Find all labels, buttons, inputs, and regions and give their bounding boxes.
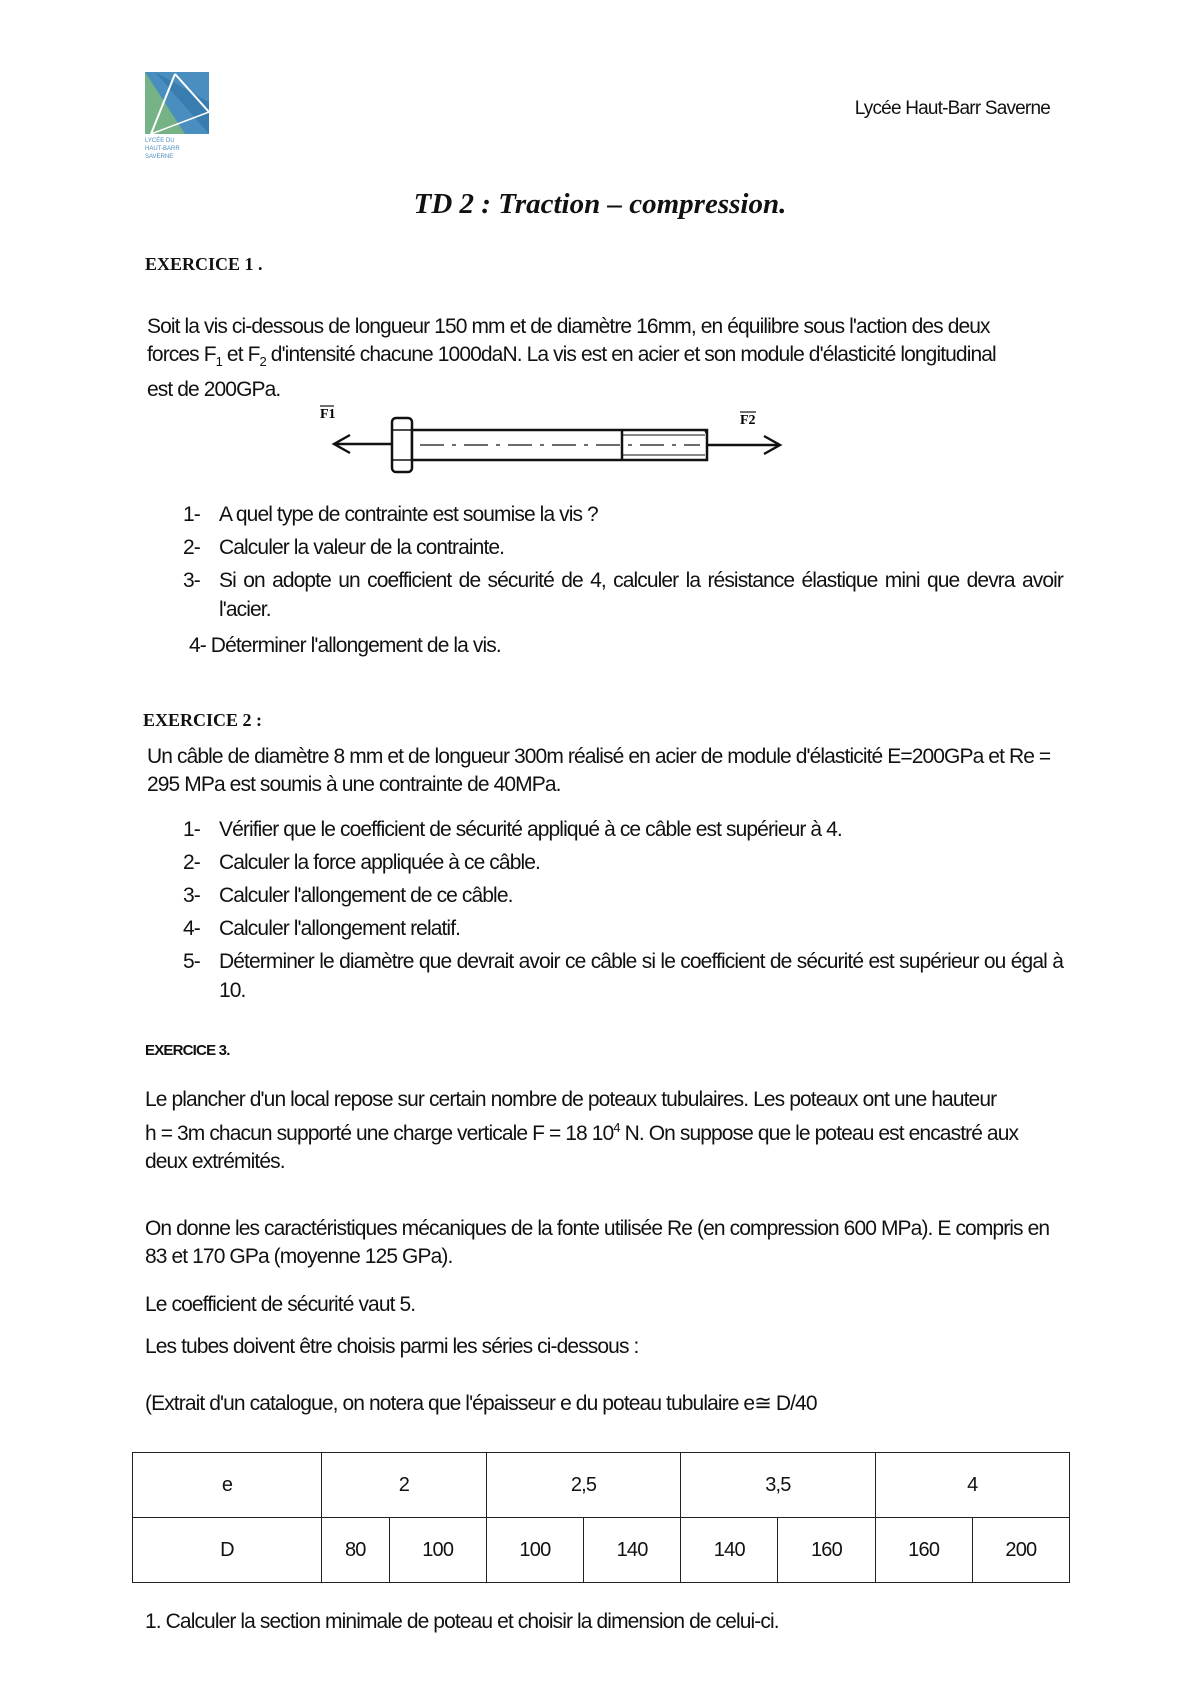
ex2-question bbox=[183, 881, 1063, 910]
ex1-text-forces: forces F bbox=[147, 343, 216, 366]
force-f2-label: F2 bbox=[740, 413, 756, 428]
table-cell-d: 140 bbox=[584, 1518, 681, 1583]
subscript-2: 2 bbox=[259, 354, 266, 370]
ex1-text-intensity: d'intensité chacune 1000daN. La vis est en acier et son module d'élasticité longitudinal bbox=[265, 343, 996, 366]
ex2-question bbox=[183, 914, 1063, 943]
ex1-statement-line-1: Soit la vis ci-dessous de longueur 150 mm et de diamètre 16mm, en équilibre sous l'action des deux bbox=[147, 315, 990, 338]
question-text: Calculer l'allongement relatif. bbox=[219, 917, 461, 940]
ex1-statement-line-2 bbox=[147, 341, 1067, 376]
exponent: 4 bbox=[613, 1120, 620, 1135]
question-text: Vérifier que le coefficient de sécurité appliqué à ce câble est supérieur à 4. bbox=[219, 818, 842, 841]
ex3-p1-line-1: Le plancher d'un local repose sur certain nombre de poteaux tubulaires. Les poteaux ont une hauteur bbox=[145, 1088, 997, 1111]
screw-figure bbox=[320, 400, 800, 485]
exercise-3-paragraph-1 bbox=[145, 1086, 1065, 1176]
table-cell-d: 100 bbox=[389, 1518, 486, 1583]
question-number: 3- bbox=[183, 569, 200, 592]
exercise-2-statement: Un câble de diamètre 8 mm et de longueur 300m réalisé en acier de module d'élasticité E=200GPa et Re = 295 MPa est soumis à une contrainte de 40MPa. bbox=[147, 745, 1051, 796]
exercise-1-statement bbox=[147, 313, 1067, 404]
exercise-3-final-question: 1. Calculer la section minimale de poteau et choisir la dimension de celui-ci. bbox=[145, 1610, 779, 1633]
ex2-question bbox=[183, 848, 1063, 877]
question-number: 2- bbox=[183, 851, 200, 874]
screw-head bbox=[392, 418, 412, 472]
school-name: Lycée Haut-Barr Saverne bbox=[854, 98, 1050, 119]
table-cell-e: 4 bbox=[875, 1453, 1069, 1518]
school-logo bbox=[145, 72, 211, 162]
logo-graphic bbox=[145, 72, 211, 162]
force-f1-label: F1 bbox=[320, 407, 336, 422]
exercise-3-catalog-note bbox=[145, 1391, 817, 1416]
approx-equal-symbol: ≅ bbox=[754, 1392, 771, 1415]
logo-line-3: SAVERNE bbox=[145, 154, 174, 160]
question-number: 3- bbox=[183, 884, 200, 907]
ex1-text-and: et F bbox=[222, 343, 260, 366]
table-cell-d: 160 bbox=[778, 1518, 875, 1583]
page-title: TD 2 : Traction – compression. bbox=[413, 188, 787, 220]
table-cell-e: 3,5 bbox=[681, 1453, 875, 1518]
question-text: Calculer l'allongement de ce câble. bbox=[219, 884, 513, 907]
question-text: Si on adopte un coefficient de sécurité de 4, calculer la résistance élastique mini que devra avoir l'acier. bbox=[219, 569, 1063, 621]
table-cell-e: 2,5 bbox=[486, 1453, 680, 1518]
table-header-d: D bbox=[133, 1518, 322, 1583]
exercise-3-tubes-intro: Les tubes doivent être choisis parmi les séries ci-dessous : bbox=[145, 1335, 639, 1358]
question-text: Calculer la force appliquée à ce câble. bbox=[219, 851, 540, 874]
ex1-question bbox=[183, 533, 1063, 562]
table-cell-d: 140 bbox=[681, 1518, 778, 1583]
subscript-1: 1 bbox=[215, 354, 222, 370]
table-cell-d: 160 bbox=[875, 1518, 972, 1583]
ex2-question bbox=[183, 815, 1063, 844]
question-number: 2- bbox=[183, 536, 200, 559]
ex3-text-load: h = 3m chacun supporté une charge verticale F = 18 10 bbox=[145, 1122, 614, 1145]
question-number: 1- bbox=[183, 503, 200, 526]
ex3-p1-line-3: deux extrémités. bbox=[145, 1150, 285, 1173]
ex1-question bbox=[183, 500, 1063, 529]
catalog-note-ratio: D/40 bbox=[770, 1392, 817, 1415]
ex2-question bbox=[183, 947, 1063, 1005]
table-cell-e: 2 bbox=[322, 1453, 487, 1518]
exercise-2-heading: EXERCICE 2 : bbox=[143, 710, 263, 730]
exercise-3-heading: EXERCICE 3. bbox=[145, 1042, 230, 1059]
table-row-e bbox=[133, 1453, 1070, 1518]
tube-catalog-table bbox=[132, 1452, 1070, 1583]
question-text: A quel type de contrainte est soumise la vis ? bbox=[219, 503, 598, 526]
ex3-text-embedded: N. On suppose que le poteau est encastré aux bbox=[619, 1122, 1019, 1145]
exercise-2-questions bbox=[183, 815, 1063, 1009]
screw-drawing bbox=[320, 400, 800, 480]
question-number: 4- bbox=[183, 917, 200, 940]
catalog-note-text: (Extrait d'un catalogue, on notera que l'épaisseur e du poteau tubulaire e bbox=[145, 1392, 755, 1415]
exercise-3-paragraph-2: On donne les caractéristiques mécaniques de la fonte utilisée Re (en compression 600 MPa). E compris en 83 et 170 GPa (moyenne 125 GPa). bbox=[145, 1217, 1050, 1268]
table-cell-d: 100 bbox=[486, 1518, 583, 1583]
question-number: 5- bbox=[183, 950, 200, 973]
table-cell-d: 200 bbox=[972, 1518, 1069, 1583]
logo-line-1: LYCÉE DU bbox=[145, 138, 175, 144]
exercise-1-questions bbox=[183, 500, 1063, 632]
question-text: Déterminer le diamètre que devrait avoir ce câble si le coefficient de sécurité est supérieur ou égal à 10. bbox=[219, 950, 1063, 1002]
question-text: Calculer la valeur de la contrainte. bbox=[219, 536, 505, 559]
exercise-1-heading: EXERCICE 1 . bbox=[145, 254, 263, 274]
ex1-question-4: 4- Déterminer l'allongement de la vis. bbox=[189, 634, 501, 657]
logo-line-2: HAUT-BARR bbox=[145, 146, 180, 152]
question-number: 1- bbox=[183, 818, 200, 841]
exercise-3-safety-factor: Le coefficient de sécurité vaut 5. bbox=[145, 1293, 416, 1316]
table-header-e: e bbox=[133, 1453, 322, 1518]
table-cell-d: 80 bbox=[322, 1518, 390, 1583]
ex1-statement-line-3: est de 200GPa. bbox=[147, 378, 281, 402]
table-row-d bbox=[133, 1518, 1070, 1583]
ex1-question bbox=[183, 566, 1063, 624]
ex3-p1-line-2 bbox=[145, 1114, 1065, 1148]
